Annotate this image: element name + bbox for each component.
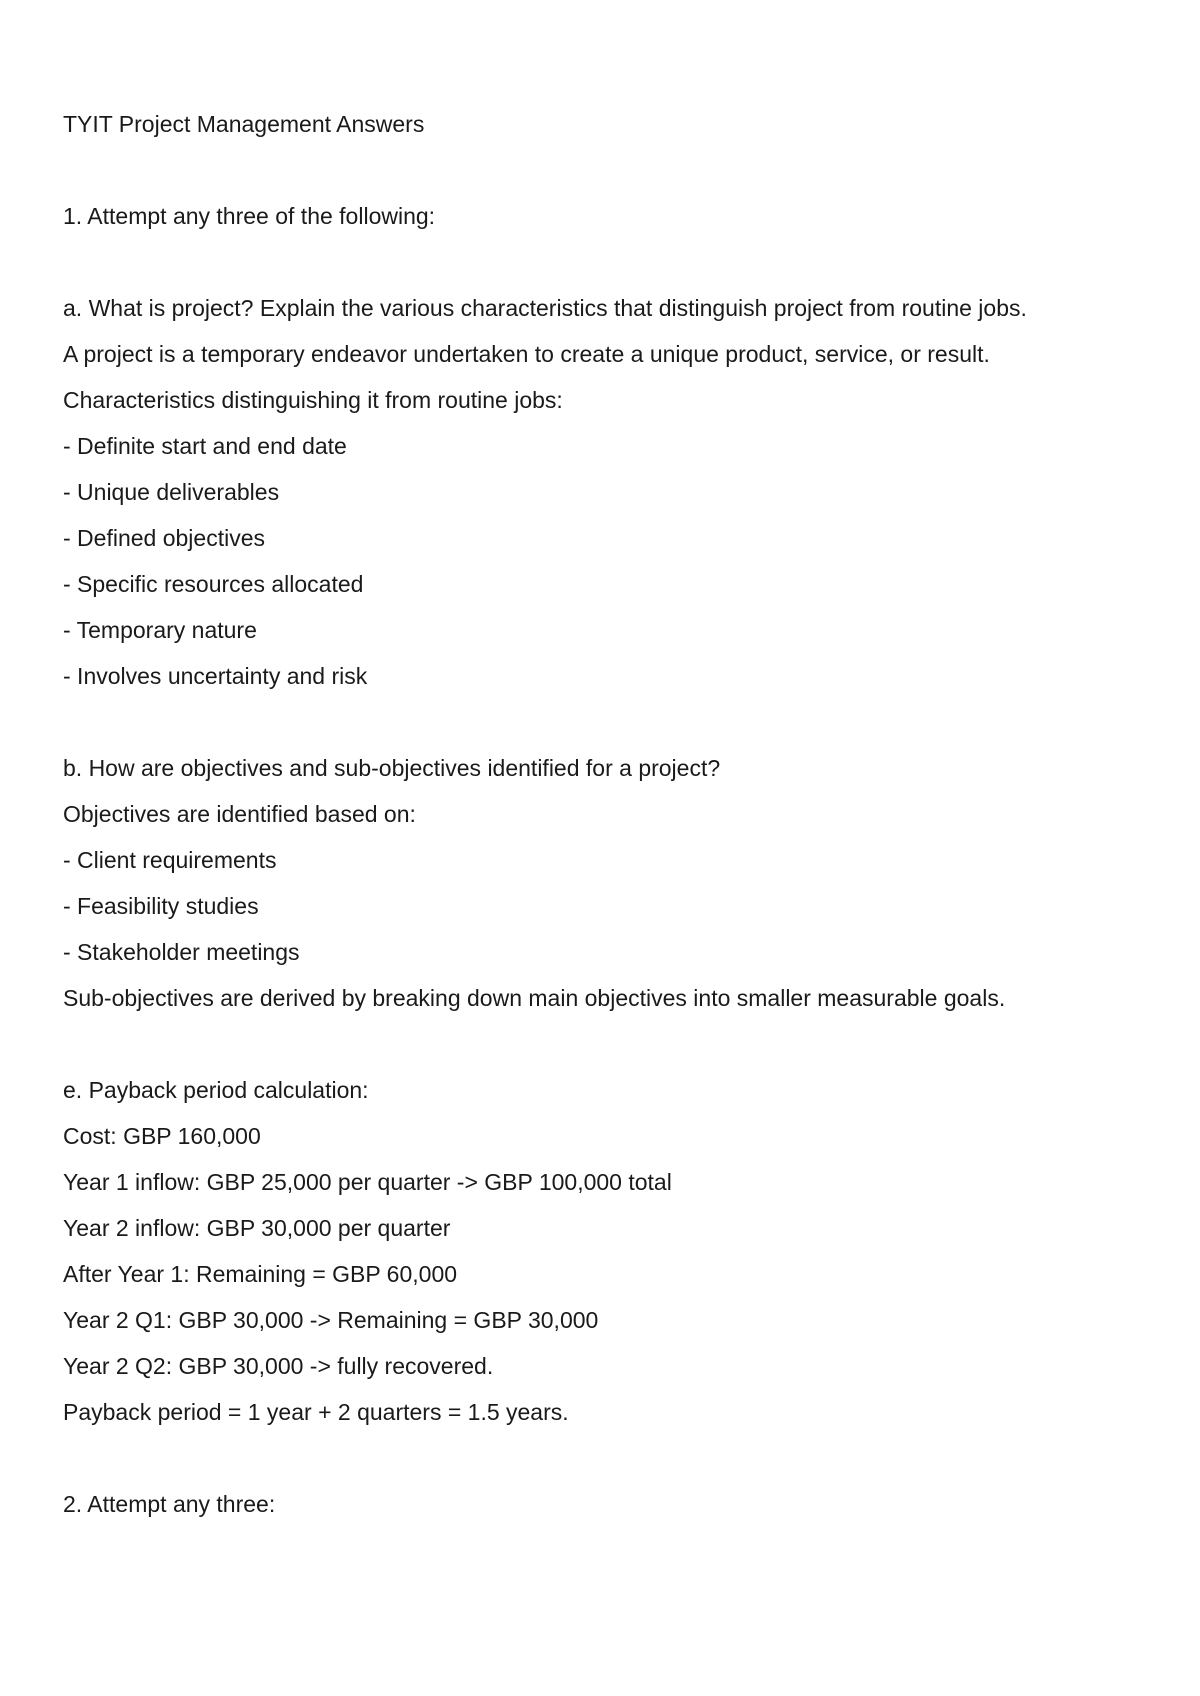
blank-line <box>63 1435 1160 1481</box>
question-b: b. How are objectives and sub-objectives identified for a project? <box>63 755 721 781</box>
calculation-line: Year 2 inflow: GBP 30,000 per quarter <box>63 1215 451 1241</box>
answer-b-conclusion: Sub-objectives are derived by breaking down main objectives into smaller measurable goals. <box>63 985 1006 1011</box>
calculation-line: After Year 1: Remaining = GBP 60,000 <box>63 1261 458 1287</box>
calculation-line: Year 2 Q1: GBP 30,000 -> Remaining = GBP 30,000 <box>63 1307 599 1333</box>
question-e: e. Payback period calculation: <box>63 1077 369 1103</box>
calculation-result: Payback period = 1 year + 2 quarters = 1.5 years. <box>63 1399 569 1425</box>
calculation-line: Year 2 Q2: GBP 30,000 -> fully recovered. <box>63 1353 494 1379</box>
list-item: - Feasibility studies <box>63 893 259 919</box>
calculation-line: Cost: GBP 160,000 <box>63 1123 261 1149</box>
section-2-heading: 2. Attempt any three: <box>63 1491 276 1517</box>
list-item: - Definite start and end date <box>63 433 347 459</box>
question-a: a. What is project? Explain the various characteristics that distinguish project from routine jobs. <box>63 295 1027 321</box>
document-body <box>63 101 1160 1527</box>
document-title: TYIT Project Management Answers <box>63 111 425 137</box>
blank-line <box>63 239 1160 285</box>
list-item: - Defined objectives <box>63 525 265 551</box>
blank-line <box>63 1021 1160 1067</box>
list-item: - Unique deliverables <box>63 479 280 505</box>
list-item: - Specific resources allocated <box>63 571 364 597</box>
list-item: - Client requirements <box>63 847 277 873</box>
answer-a-definition: A project is a temporary endeavor undertaken to create a unique product, service, or result. <box>63 341 990 367</box>
list-item: - Temporary nature <box>63 617 257 643</box>
answer-b-intro: Objectives are identified based on: <box>63 801 416 827</box>
blank-line <box>63 699 1160 745</box>
list-item: - Involves uncertainty and risk <box>63 663 368 689</box>
calculation-line: Year 1 inflow: GBP 25,000 per quarter -> GBP 100,000 total <box>63 1169 672 1195</box>
list-item: - Stakeholder meetings <box>63 939 300 965</box>
answer-a-intro: Characteristics distinguishing it from routine jobs: <box>63 387 563 413</box>
section-1-heading: 1. Attempt any three of the following: <box>63 203 436 229</box>
blank-line <box>63 147 1160 193</box>
